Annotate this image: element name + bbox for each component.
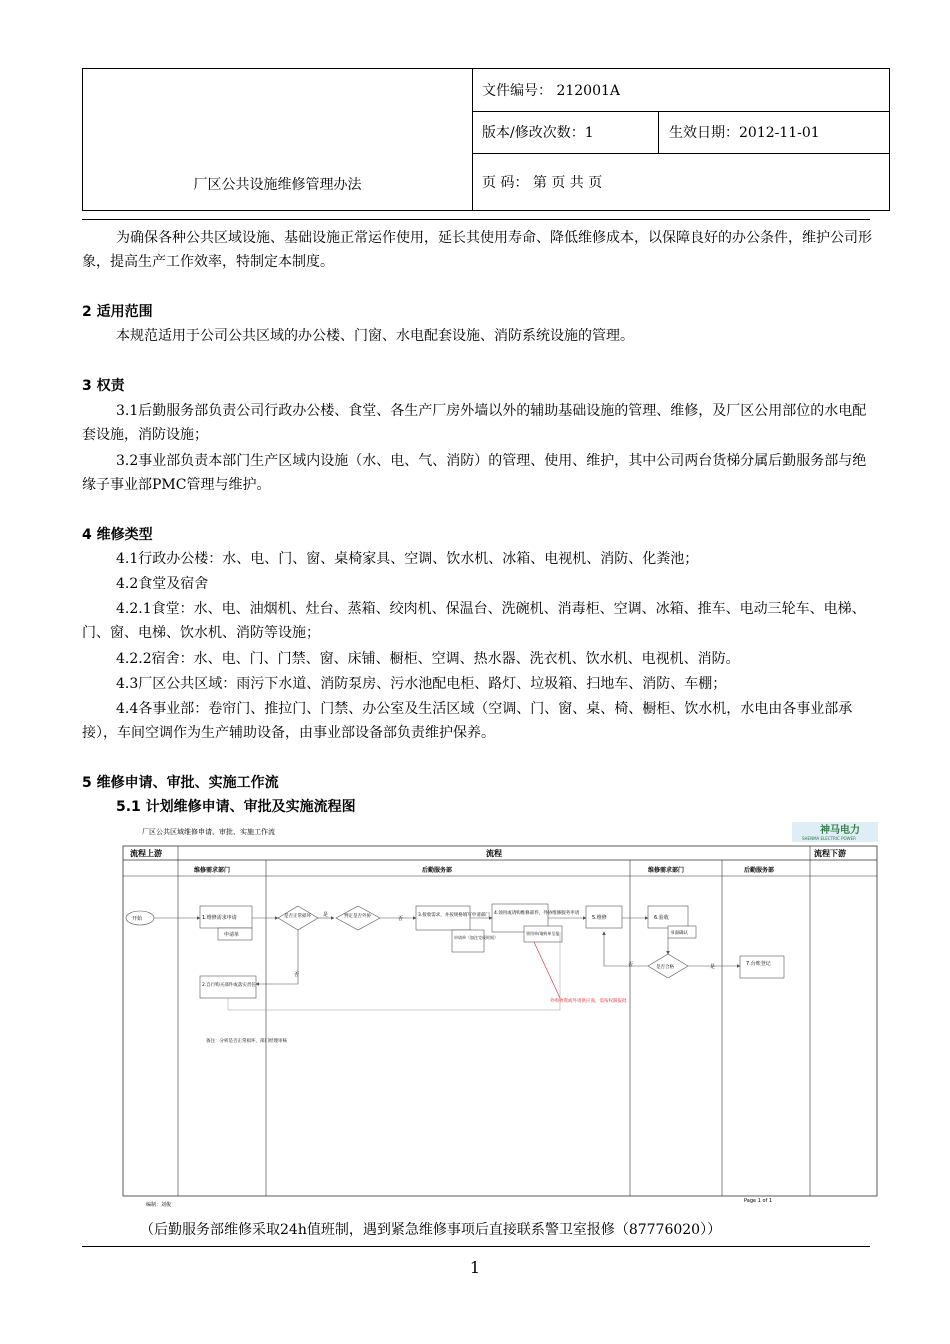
step-5-label: 5.维修 (592, 915, 607, 921)
section-4-2: 4.2食堂及宿舍 (116, 576, 209, 592)
emergency-note: （后勤服务部维修采取24h值班制，遇到紧急维修事项后直接联系警卫室报修（87776020）） (140, 1222, 722, 1238)
connector-loop (228, 932, 560, 1010)
yes-label-2: 是 (710, 964, 716, 970)
red-note: 外购物资或外请供应商，需按权限报批 (550, 999, 627, 1004)
arrow-no-self (256, 930, 298, 984)
section-3-2: 3.2事业部负责本部门生产区域内设施（水、电、气、消防）的管理、使用、维护，其中公司两台货梯分属后勤服务部与绝缘子事业部PMC管理与维护。 (82, 453, 867, 493)
step-4-doc-label: 领用单/请购单呈报 (526, 931, 560, 936)
step-2-label: 2.自行购买部件或落实责任 (202, 983, 256, 988)
section-4-3: 4.3厂区公共区域：雨污下水道、消防泵房、污水池配电柜、路灯、垃圾箱、扫地车、消防、车棚； (116, 676, 727, 692)
header-row-file-no (472, 69, 889, 112)
step-3-doc (452, 930, 484, 952)
decision-1-label: 是否正常损坏 (284, 914, 311, 919)
section-4-2-2: 4.2.2宿舍：水、电、门、门禁、窗、床铺、橱柜、空调、热水器、洗衣机、饮水机、电视机、消防。 (116, 651, 740, 667)
decision-2-label: 判定是否外协 (344, 914, 371, 919)
footer-divider (82, 1246, 870, 1247)
start-label: 开始 (132, 916, 143, 922)
header-row-page (472, 153, 889, 210)
page-number: 1 (469, 1258, 481, 1277)
header-divider (82, 219, 870, 220)
flowchart-title: 厂区公共区域维修申请、审批、实施工作流 (142, 828, 275, 836)
section-5-1-heading: 5.1 计划维修申请、审批及实施流程图 (116, 799, 356, 815)
step-1-label: 1.维修需求申请 (202, 915, 237, 921)
yes-label-1: 是 (323, 912, 329, 918)
section-2-heading: 2 适用范围 (82, 304, 153, 320)
step-7-label: 7.台账登记 (746, 961, 771, 967)
step-6-label: 6.验收 (654, 915, 669, 921)
lane-demand-1: 维修需求部门 (194, 867, 231, 874)
step-7-box (740, 956, 784, 978)
effective-date: 生效日期：2012-11-01 (658, 111, 889, 153)
document-title: 厂区公共设施维修管理办法 (193, 177, 362, 193)
header-row-version (472, 111, 889, 154)
maintenance-flowchart (120, 820, 880, 1210)
no-label-2: 否 (628, 962, 634, 968)
col-flow: 流程 (486, 849, 502, 858)
lane-demand-2: 维修需求部门 (648, 867, 685, 874)
section-2-text: 本规范适用于公司公共区域的办公楼、门窗、水电配套设施、消防系统设施的管理。 (116, 328, 634, 344)
lane-logistics-1: 后勤服务部 (422, 867, 453, 874)
section-5-heading: 5 维修申请、审批、实施工作流 (82, 775, 279, 791)
step-6-doc-label: 书面确认 (670, 931, 688, 936)
col-downstream: 流程下游 (814, 849, 846, 858)
version-number: 版本/修改次数：1 (482, 125, 594, 141)
step-4-label: 4.领用或请购维修部件，外协维修服务申请 (494, 911, 580, 916)
logo-text: 神马电力 (820, 825, 860, 836)
arrow-rework (604, 932, 648, 966)
remark-note: 备注：分析是否正常损坏，部门经理审核 (206, 1039, 287, 1044)
no-label-3: 否 (294, 972, 300, 978)
section-3-1: 3.1后勤服务部负责公司行政办公楼、食堂、各生产厂房外墙以外的辅助基础设施的管理、维修，及厂区公用部位的水电配套设施，消防设施； (82, 403, 867, 443)
page-info: 页 码： 第 页 共 页 (482, 174, 603, 191)
step-3-doc-label: 申请单（加注完成时间） (454, 935, 498, 940)
flowchart-frame (123, 846, 877, 1196)
section-4-heading: 4 维修类型 (82, 527, 153, 543)
section-3-heading: 3 权责 (82, 378, 125, 394)
header-title-cell (83, 69, 473, 210)
section-4-1: 4.1行政办公楼：水、电、门、窗、桌椅家具、空调、饮水机、冰箱、电视机、消防、化粪池； (116, 551, 699, 567)
step-1-doc-label: 申请单 (224, 932, 240, 938)
document-header-table (82, 68, 890, 211)
red-note-pointer (534, 942, 560, 998)
footer-editor: 编制：刘俊 (146, 1202, 172, 1208)
step-3-label: 3.接收需求，并按规格填写申请部门 (418, 913, 490, 918)
no-label-1: 否 (398, 916, 404, 922)
section-4-2-1: 4.2.1食堂：水、电、油烟机、灶台、蒸箱、绞肉机、保温台、洗碗机、消毒柜、空调、冰箱、推车、电动三轮车、电梯、门、窗、电梯、饮水机、消防等设施； (82, 601, 866, 641)
decision-3-label: 是否合格 (656, 965, 674, 970)
logo-subtext: SHENMA ELECTRIC POWER (802, 836, 856, 841)
col-upstream: 流程上游 (130, 849, 162, 858)
section-4-4: 4.4各事业部：卷帘门、推拉门、门禁、办公室及生活区域（空调、门、窗、桌、椅、橱柜、饮水机，水电由各事业部承接），车间空调作为生产辅助设备，由事业部设备部负责维护保养。 (82, 701, 853, 741)
lane-logistics-2: 后勤服务部 (744, 867, 775, 874)
step-3-box (416, 906, 470, 930)
file-number: 文件编号： 212001A (482, 83, 621, 99)
footer-page: Page 1 of 1 (744, 1198, 773, 1204)
intro-paragraph: 为确保各种公共区域设施、基础设施正常运作使用，延长其使用寿命、降低维修成本，以保障良好的办公条件，维护公司形象，提高生产工作效率，特制定本制度。 (82, 230, 872, 270)
